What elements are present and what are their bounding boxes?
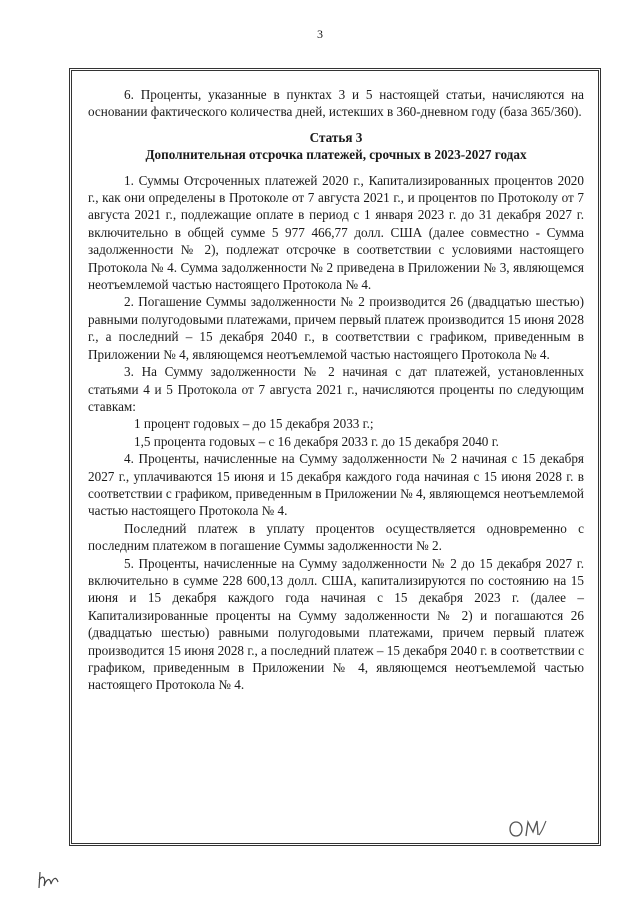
page-number: 3 (317, 27, 323, 41)
clause-3-rate-1: 1 процент годовых – до 15 декабря 2033 г.; (134, 416, 374, 432)
margin-signature (36, 868, 64, 897)
article-title: Статья 3 (309, 129, 363, 145)
clause-2: 2. Погашение Суммы задолженности № 2 производится 26 (двадцатью шестью) равными полугодовыми платежами, причем первый платеж производится 15 июня 2028 г., а последний – 15 декабря 2040 г., в соответствии с графиком, приведенным в Приложении № 4, являющемся неотъемлемой частью настоящего Протокола № 4. (88, 294, 584, 362)
document-body (88, 86, 584, 694)
clause-3-rate-2: 1,5 процента годовых – с 16 декабря 2033 г. до 15 декабря 2040 г. (134, 433, 499, 449)
clause-4: 4. Проценты, начисленные на Сумму задолженности № 2 начиная с 15 декабря 2027 г., уплачиваются 15 июня и 15 декабря каждого года начиная с 15 июня 2028 г. в соответствии с графиком, приведенным в Приложении № 4, являющемся неотъемлемой частью настоящего Протокола № 4. (88, 451, 584, 519)
clause-1: 1. Суммы Отсроченных платежей 2020 г., Капитализированных процентов 2020 г., как они определены в Протоколе от 7 августа 2021 г., и процентов по Протоколу от 7 августа 2021 г., подлежащие оплате в период с 1 января 2023 г. до 31 декабря 2027 г. включительно в общей сумме 5 977 466,77 долл. США (далее совместно - Сумма задолженности № 2), подлежат отсрочке в соответствии с условиями настоящего Протокола № 4. Сумма задолженности № 2 приведена в Приложении № 3, являющемся неотъемлемой частью настоящего Протокола № 4. (88, 172, 584, 293)
handwritten-initials (506, 816, 550, 845)
handwritten-signature-icon (36, 868, 64, 892)
clause-5: 5. Проценты, начисленные на Сумму задолженности № 2 до 15 декабря 2027 г. включительно в сумме 228 600,13 долл. США, капитализируются по состоянию на 15 июня и 15 декабря каждого года начиная с 15 декабря 2023 г. (далее – Капитализированные проценты на Сумму задолженности № 2) и погашаются 26 (двадцатью шестью) равными полугодовыми платежами, причем первый платеж производится 15 июня 2028 г., а последний платеж – 15 декабря 2040 г. в соответствии с графиком, приведенным в Приложении № 4, являющемся неотъемлемой частью настоящего Протокола № 4. (88, 555, 584, 693)
clause-4-last-payment: Последний платеж в уплату процентов осуществляется одновременно с последним платежом в погашение Суммы задолженности № 2. (88, 520, 584, 554)
article-subtitle: Дополнительная отсрочка платежей, срочных в 2023-2027 годах (145, 147, 527, 163)
initials-signature-icon (506, 816, 550, 840)
paragraph-6: 6. Проценты, указанные в пунктах 3 и 5 настоящей статьи, начисляются на основании фактического количества дней, истекших в 360-дневном году (база 365/360). (88, 87, 584, 120)
clause-3: 3. На Сумму задолженности № 2 начиная с дат платежей, установленных статьями 4 и 5 Протокола от 7 августа 2021 г., начисляются проценты по следующим ставкам: (88, 364, 584, 414)
